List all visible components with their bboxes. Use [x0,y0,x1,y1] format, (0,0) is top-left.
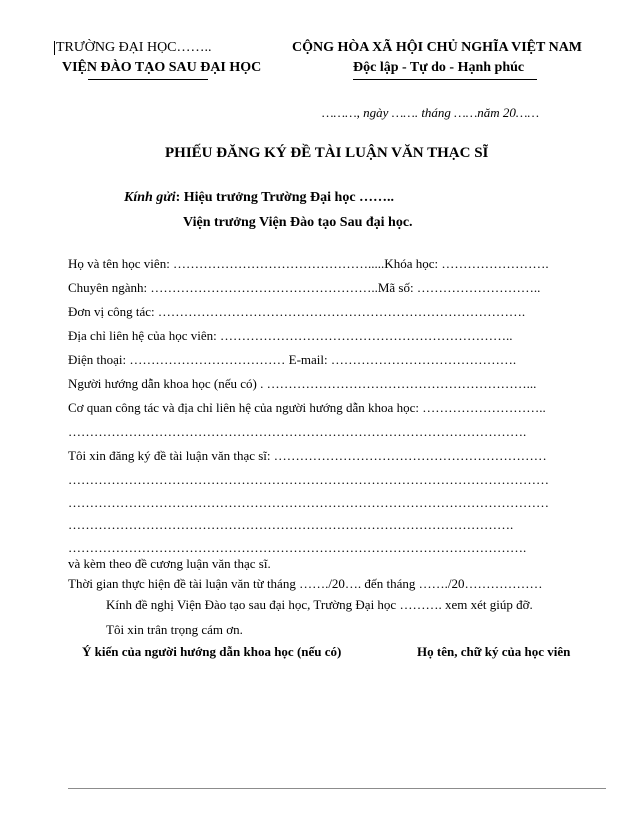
student-signature-label: Họ tên, chữ ký của học viên [417,644,571,659]
phone-email-line: Điện thoại: ……………………………… E-mail: ……………………………………. [68,352,517,367]
date-line: ………, ngày ……. tháng ……năm 20…… [322,105,540,120]
thesis-topic-continuation-1: ………………………………………………………………………………………………… [68,472,549,487]
form-title: PHIẾU ĐĂNG KÝ ĐỀ TÀI LUẬN VĂN THẠC SĨ [165,145,489,161]
workplace-line: Đơn vị công tác: …………………………………………………………………………. [68,304,526,319]
thanks-line: Tôi xin trân trọng cám ơn. [106,622,243,637]
thesis-topic-line: Tôi xin đăng ký đề tài luận văn thạc sĩ: ……………………………………………………… [68,448,547,463]
thesis-topic-continuation-4: ……………………………………………………………………………………………. [68,540,527,555]
thesis-topic-continuation-2: ………………………………………………………………………………………………… [68,495,549,510]
student-address-line: Địa chỉ liên hệ của học viên: ………………………………………………………….. [68,328,513,343]
motto-underline [353,79,537,80]
student-name-line: Họ và tên học viên: ……………………………………….....Khóa học: ……………………. [68,256,549,271]
university-name: TRƯỜNG ĐẠI HỌC…….. [56,40,212,55]
duration-line: Thời gian thực hiện đề tài luận văn từ tháng ……./20…. đến tháng ……./20……………… [68,576,543,591]
salutation-prefix: Kính gửi [124,190,176,205]
advisor-address-line: Cơ quan công tác và địa chỉ liên hệ của người hướng dẫn khoa học: ……………………….. [68,400,546,415]
institute-underline [88,79,208,80]
salutation-recipient2: Viện trưởng Viện Đào tạo Sau đại học. [183,215,413,230]
national-motto: Độc lập - Tự do - Hạnh phúc [353,60,525,75]
advisor-opinion-label: Ý kiến của người hướng dẫn khoa học (nếu có) [82,644,342,659]
national-title: CỘNG HÒA XÃ HỘI CHỦ NGHĨA VIỆT NAM [292,40,583,55]
advisor-line: Người hướng dẫn khoa học (nếu có) . ……………………………………………………... [68,376,537,391]
major-line: Chuyên ngành: ……………………………………………..Mã số: ……………………….. [68,280,541,295]
thesis-topic-continuation-3: …………………………………………………………………………………………. [68,517,514,532]
advisor-address-continuation: ……………………………………………………………………………………………. [68,424,527,439]
institute-name: VIỆN ĐÀO TẠO SAU ĐẠI HỌC [62,60,262,75]
request-line: Kính đề nghị Viện Đào tạo sau đại học, Trường Đại học ………. xem xét giúp đỡ. [106,597,533,612]
salutation-recipient1: : Hiệu trưởng Trường Đại học …….. [175,190,395,205]
footer-divider [68,788,606,789]
salutation-line1 [124,190,394,206]
outline-attachment-line: và kèm theo đề cương luận văn thạc sĩ. [68,556,271,571]
text-cursor [54,41,55,55]
